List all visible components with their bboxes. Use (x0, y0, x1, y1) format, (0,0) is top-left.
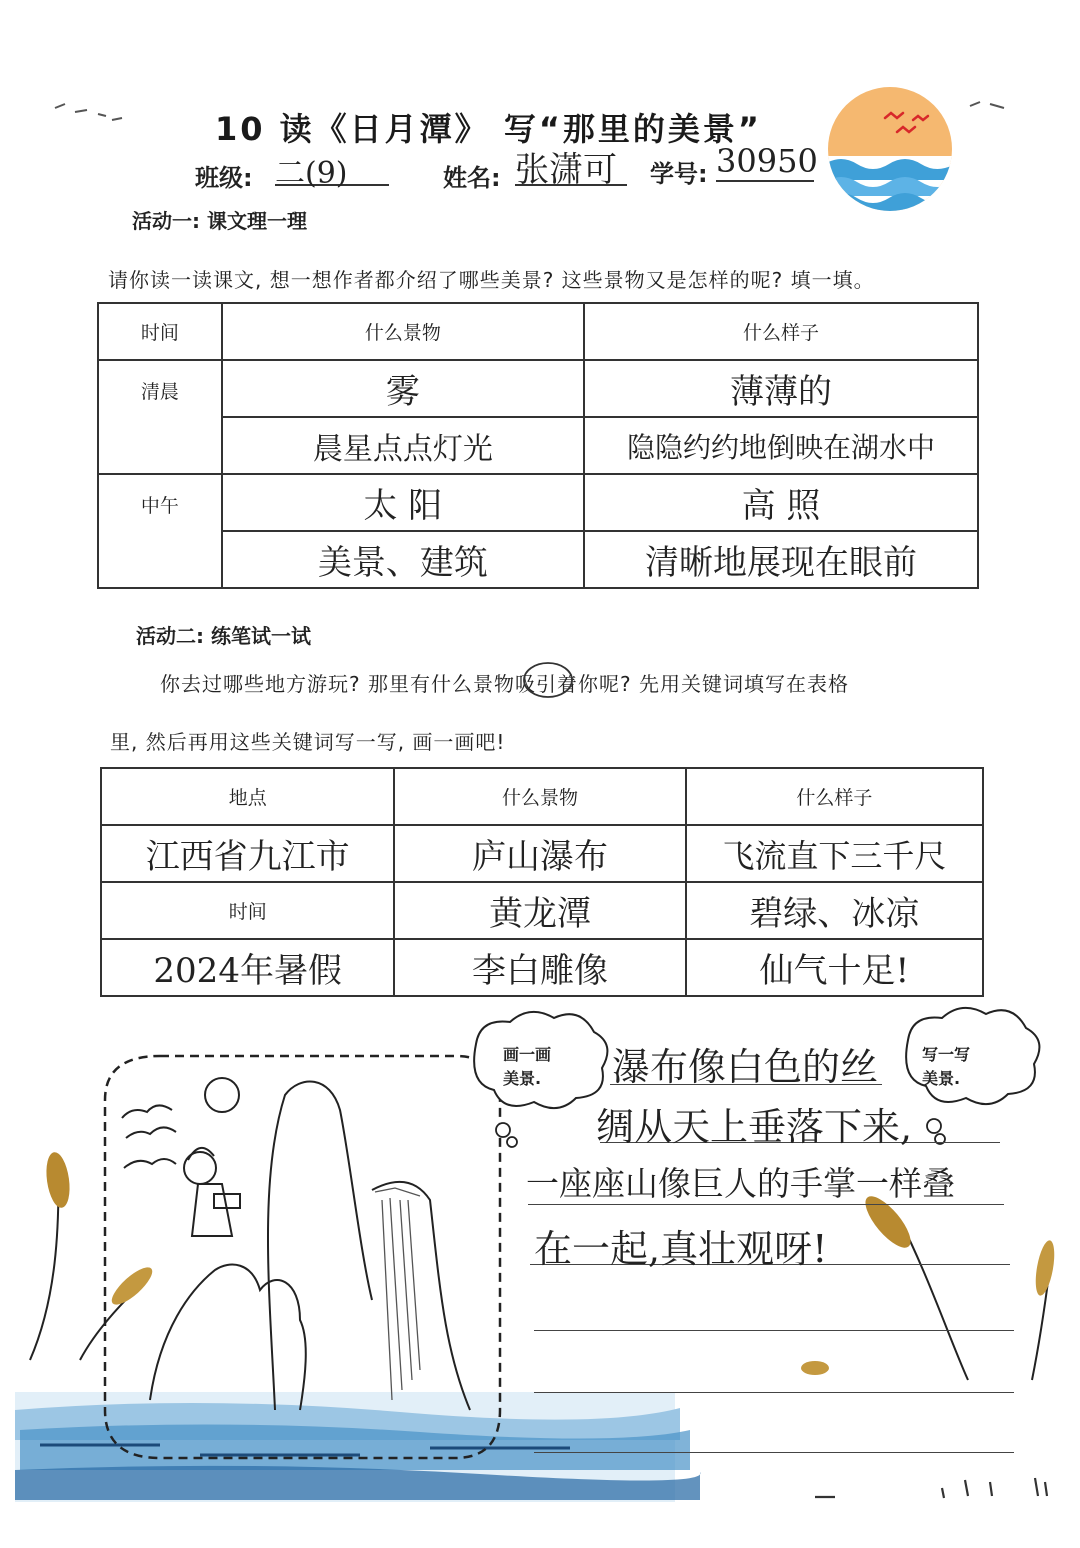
scene-cell: 黄龙潭 (394, 882, 685, 939)
activity2-title: 活动二: 练笔试一试 (136, 624, 311, 648)
table-row (98, 360, 978, 417)
table-row (101, 939, 983, 996)
writing-text-line: 一座座山像巨人的手掌一样叠 (526, 1164, 955, 1203)
activity1-instruction: 请你读一读课文, 想一想作者都介绍了哪些美景? 这些景物又是怎样的呢? 填一填。 (108, 268, 875, 292)
activity1-title: 活动一: 课文理一理 (132, 209, 307, 233)
writing-line (534, 1452, 1014, 1453)
scene-cell: 李白雕像 (394, 939, 685, 996)
scene-cell: 庐山瀑布 (394, 825, 685, 882)
name-value: 张潇可 (515, 150, 617, 190)
pencil-marks (815, 1478, 1047, 1498)
id-label: 学号: (650, 160, 708, 188)
waterfall-icon (375, 1188, 420, 1400)
draw-bubble-text: 画一画 美景. (503, 1045, 552, 1088)
look-cell: 仙气十足! (686, 939, 983, 996)
look-cell: 薄薄的 (584, 360, 978, 417)
look-cell: 清晰地展现在眼前 (584, 531, 978, 588)
table-row (98, 531, 978, 588)
look-cell: 飞流直下三千尺 (686, 825, 983, 882)
header-scene: 什么景物 (394, 768, 685, 825)
scene-cell: 晨星点点灯光 (222, 417, 584, 474)
time-label-cell: 时间 (101, 882, 394, 939)
activity2-instruction-line2: 里, 然后再用这些关键词写一写, 画一画吧! (110, 730, 506, 754)
dash-decoration-left (50, 98, 130, 128)
look-cell: 高 照 (584, 474, 978, 531)
time-cell-noon: 中午 (98, 474, 222, 588)
moon-icon (205, 1078, 239, 1112)
table-header-row (101, 768, 983, 825)
table-header-row (98, 303, 978, 360)
writing-text-line: 绸从天上垂落下来, (596, 1105, 913, 1149)
scene-cell: 太 阳 (222, 474, 584, 531)
table-row (98, 417, 978, 474)
scene-cell: 美景、建筑 (222, 531, 584, 588)
header-look: 什么样子 (584, 303, 978, 360)
class-field (275, 148, 389, 191)
table-row (98, 474, 978, 531)
writing-text-line: 在一起,真壮观呀! (534, 1227, 828, 1271)
header-time: 时间 (98, 303, 222, 360)
activity2-table (100, 767, 984, 997)
look-cell: 碧绿、冰凉 (686, 882, 983, 939)
class-label: 班级: (195, 164, 253, 192)
sun-sea-icon (825, 84, 955, 214)
header-place: 地点 (101, 768, 394, 825)
lake-water (15, 1392, 700, 1502)
page-title: 10 读《日月潭》 写“那里的美景” (215, 110, 762, 148)
write-bubble-text: 写一写 美景. (922, 1045, 971, 1088)
place-value: 江西省九江市 (101, 825, 394, 882)
activity2-instruction-line1: 你去过哪些地方游玩? 那里有什么景物吸引着你呢? 先用关键词填写在表格 (160, 672, 849, 696)
scene-cell: 雾 (222, 360, 584, 417)
cloud-icon (122, 1105, 176, 1168)
name-field (515, 142, 627, 190)
circle-mark (522, 660, 574, 700)
writing-line (534, 1392, 1014, 1393)
table-row (101, 825, 983, 882)
header-scene: 什么景物 (222, 303, 584, 360)
look-cell: 隐隐约约地倒映在湖水中 (584, 417, 978, 474)
header-look: 什么样子 (686, 768, 983, 825)
id-field (716, 142, 818, 182)
writing-line (534, 1330, 1014, 1331)
time-cell-morning: 清晨 (98, 360, 222, 474)
name-label: 姓名: (443, 164, 501, 192)
class-value: 二(9) (275, 156, 348, 191)
writing-text-line: 瀑布像白色的丝 (612, 1045, 879, 1089)
mountain-icon (150, 1081, 470, 1410)
time-value: 2024年暑假 (101, 939, 394, 996)
activity1-table (97, 302, 979, 589)
id-value: 30950 (716, 142, 818, 180)
dash-decoration-right (965, 98, 1015, 118)
person-icon (184, 1148, 240, 1236)
table-row (101, 882, 983, 939)
